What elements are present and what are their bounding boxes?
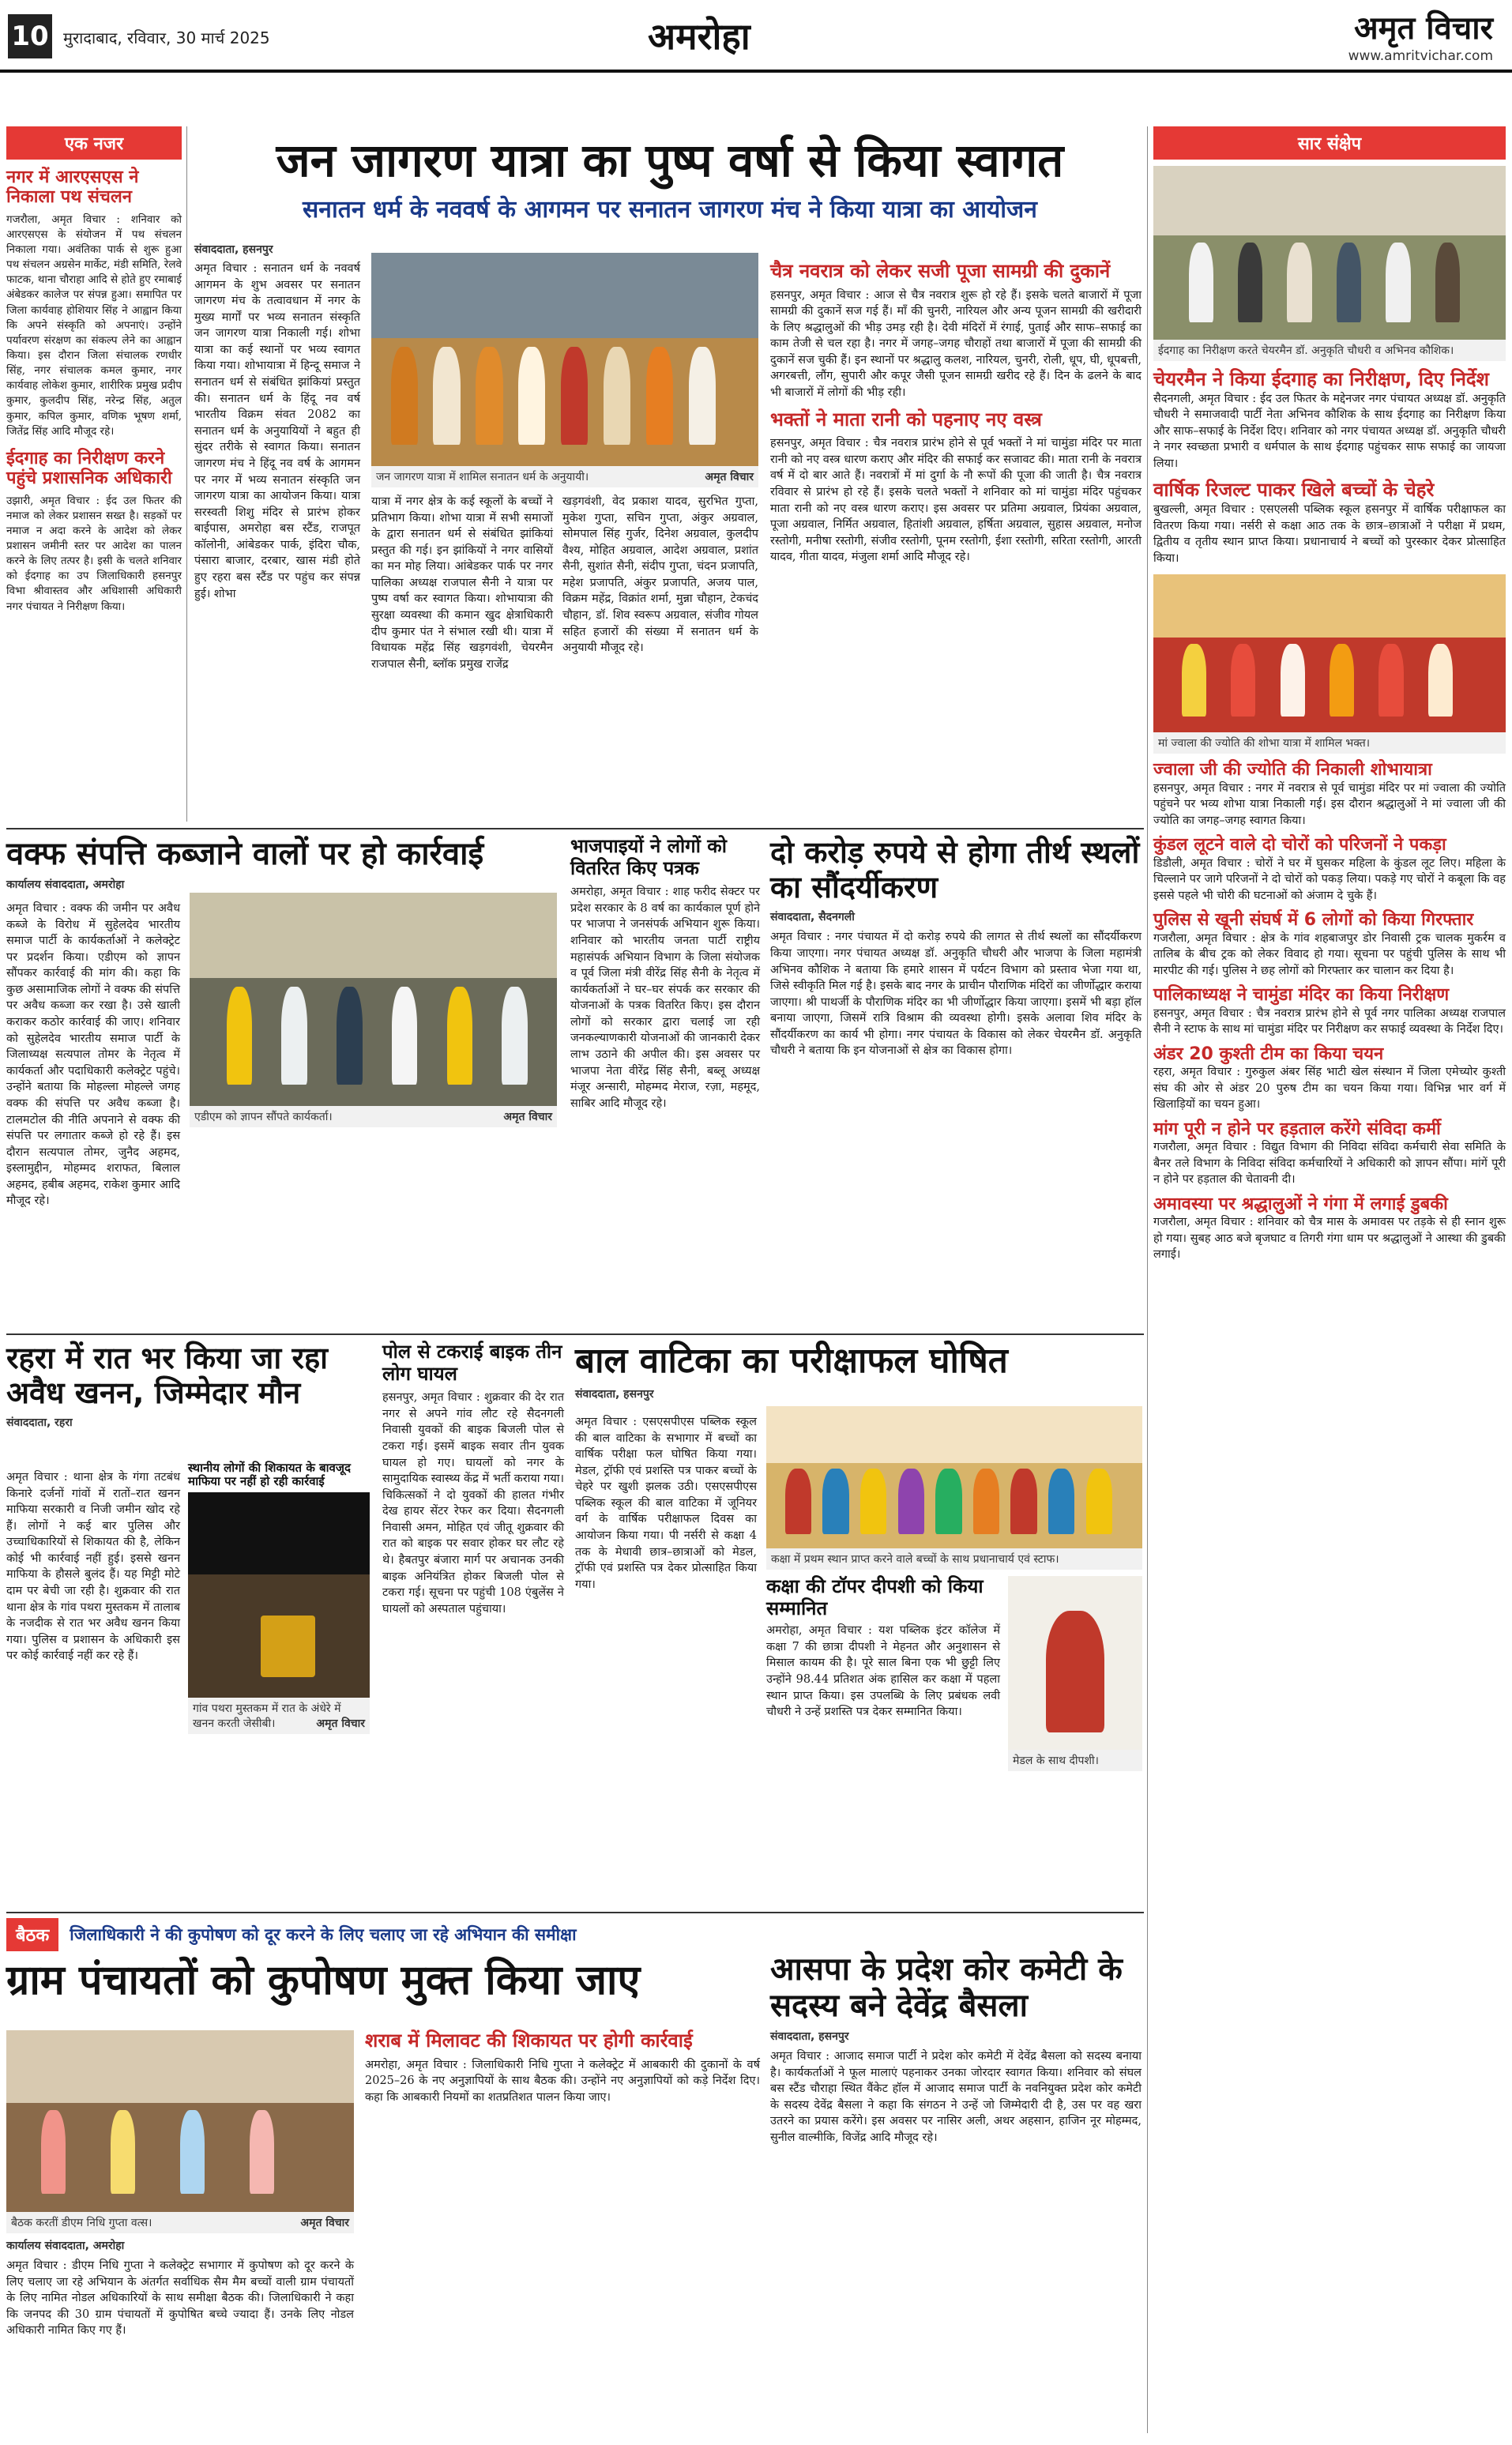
left-item1-title: नगर में आरएसएस ने निकाला पथ संचलन [6, 167, 139, 208]
right-column [1153, 126, 1506, 1263]
nutrition-byline: कार्यालय संवाददाता, अमरोहा [6, 2240, 125, 2252]
waqf-story [6, 836, 559, 897]
right-photo2 [1153, 574, 1506, 732]
brand-url[interactable]: www.amritvichar.com [1348, 48, 1493, 64]
tirth-body: अमृत विचार : नगर पंचायत में दो करोड़ रुपये की लागत से तीर्थ स्थलों का सौंदर्यीकरण किया जाएगा। नगर पंचायत अध्यक्ष डॉ. अनुकृति चौधरी और भाजपा के जिला महामंत्री अभिनव कौशिक ने बताया कि हमारे शासन में पर्यटन विभाग को प्रस्ताव भेजा गया था, जिसे स्वीकृति मिल गई है। इसके बाद नगर के प्राचीन पौराणिक मंदिरों का जीर्णोद्धार कराया जाएगा। श्री पाथर्जी के पौराणिक मंदिर का भी जीर्णोद्धार किया जाएगा। इसमें भी बड़ा हॉल बनाया जाएगा, जिसमें रात्रि विश्राम की व्यवस्था होगी। इसके अलावा शिव मंदिर के सौंदर्यीकरण का कार्य भी होगा। नगर पंचायत के विकास को लेकर चेयरमैन डॉ. अनुकृति चौधरी ने बताया कि इन योजनाओं से क्षेत्र का विकास होगा। [770, 931, 1142, 1058]
lead-col1 [194, 261, 360, 602]
left-item2-title: ईदगाह का निरीक्षण करने पहुंचे प्रशासनिक अधिकारी [6, 448, 172, 489]
nutrition-story [6, 1958, 765, 2005]
right-item6-body: हसनपुर, अमृत विचार : चैत्र नवरात्र प्रारंभ होने से पूर्व नगर पालिका अध्यक्ष राजपाल सैनी ने स्टाफ के साथ मां चामुंडा मंदिर पर निरीक्षण कर सफाई व्यवस्था के निर्देश दिए। [1153, 1006, 1506, 1036]
left-item2-body: उझारी, अमृत विचार : ईद उल फितर की नमाज को लेकर प्रशासन सख्त है। सड़कों पर नमाज न अदा करने के आदेश को लेकर प्रशासन जमीनी स्तर पर आदेश का पालन करने के लिए तत्पर है। इसी के चलते शनिवार को ईदगाह का उप जिलाधिकारी हसनपुर विभा श्रीवास्तव और अधिशासी अधिकारी नगर पंचायत ने निरीक्षण किया। [6, 494, 182, 613]
waqf-headline: वक्फ संपत्ति कब्जाने वालों पर हो कार्रवाई [6, 836, 484, 872]
right-item9-title: अमावस्या पर श्रद्धालुओं ने गंगा में लगाई डुबकी [1153, 1194, 1448, 1214]
column-divider [1147, 126, 1148, 2433]
asp-body: अमृत विचार : आजाद समाज पार्टी ने प्रदेश कोर कमेटी में देवेंद्र बैसला को सदस्य बनाया है। कार्यकर्ताओं ने फूल मालाएं पहनाकर उनका जोरदार स्वागत किया। शनिवार को संघल बस स्टैंड चौराहा स्थित वैंकेट हॉल में आजाद समाज पार्टी के नवनियुक्त प्रदेश कोर कमेटी के सदस्य देवेंद्र बैसला ने कहा कि संगठन ने उन्हें जो जिम्मेदारी दी है, उस पर वह खरा उतरने का प्रयास करेंगे। इस अवसर पर नासिर अली, अथर अहसान, हाजिन नूर मोहम्मद, सुनील वाल्मीकि, विजेंद्र आदि मौजूद रहे। [770, 2050, 1142, 2144]
accident-headline: पोल से टकराई बाइक तीन लोग घायल [382, 1341, 562, 1385]
result-body: अमृत विचार : एसएसपीएस पब्लिक स्कूल की बाल वाटिका के सभागार में बच्चों का वार्षिक परीक्षा फल घोषित किया गया। मेडल, ट्रॉफी एवं प्रशस्ति पत्र पाकर बच्चों के चेहरे पर खुशी झलक उठी। एसएसपीएस पब्लिक स्कूल की बाल वाटिका में जूनियर वर्ग के वार्षिक परीक्षाफल दिवस का आयोजन किया गया। पी नर्सरी से कक्षा 4 तक के मेधावी छात्र–छात्राओं को मेडल, ट्रॉफी एवं प्रशस्ति पत्र देकर प्रोत्साहित किया गया। [575, 1416, 757, 1591]
rahra-byline: संवाददाता, रहरा [6, 1416, 73, 1430]
nutrition-photo-caption: बैठक करतीं डीएम निधि गुप्ता वत्स। अमृत विचार [6, 2212, 354, 2233]
rahra-col1 [6, 1469, 180, 1664]
lead-subheadline: सनातन धर्म के नववर्ष के आगमन पर सनातन जागरण मंच ने किया यात्रा का आयोजन [303, 195, 1037, 224]
waqf-body: अमृत विचार : वक्फ की जमीन पर अवैध कब्जे के विरोध में सुहेलदेव भारतीय समाज पार्टी के कार्यकर्ताओं ने कलेक्ट्रेट पर प्रदर्शन किया। एडीएम को ज्ञापन सौंपकर कार्रवाई की मांग की। कहा कि कुछ असामाजिक लोगों ने वक्फ की संपत्ति पर अवैध कब्जा कर रखा है। उसे खाली कराकर कठोर कार्रवाई की जाए। शनिवार को सुहेलदेव भारतीय समाज पार्टी के जिलाध्यक्ष सत्यपाल तोमर के नेतृत्व में कार्यकर्ता और पदाधिकारी कलेक्ट्रेट पहुंचे। उन्होंने बताया कि मोहल्ला मोहल्ले जगह वक्फ की संपत्ति पर अवैध कब्जा है। टालमटोल की नीति अपनाने से वक्फ की संपत्ति पर लगातार कब्जे हो रहे हैं। इस दौरान सत्यपाल तोमर, जुनैद अहमद, इस्लामुद्दीन, मोहम्मद शराफत, बिलाल अहमद, हबीब अहमद, राकेश कुमार आदि मौजूद रहे। [6, 902, 180, 1208]
right-item1-body: सैदनगली, अमृत विचार : ईद उल फितर के मद्देनजर नगर पंचायत अध्यक्ष डॉ. अनुकृति चौधरी ने समाजवादी पार्टी नेता अभिनव कौशिक के साथ ईदगाह का निरीक्षण किया और साफ–सफाई के निर्देश दिए। शनिवार को नगर पंचायत अध्यक्ष डॉ. अनुकृति चौधरी ने नगर स्वच्छता प्रभारी व धर्मपाल के साथ ईदगाह पहुंचकर साफ सफाई का जायजा लिया। [1153, 392, 1506, 470]
rahra-kicker: स्थानीय लोगों की शिकायत के बावजूद माफिया पर नहीं हो रही कार्रवाई [188, 1461, 351, 1489]
lead-col3-text: खड़गवंशी, वेद प्रकाश यादव, सुरभित गुप्ता, मुकेश गुप्ता, सचिन गुप्ता, अंकुर अग्रवाल, सोमपाल सिंह गुर्जर, दिनेश अग्रवाल, कुलदीप वैश्य, मोहित अग्रवाल, आदेश अग्रवाल, प्रशांत सैनी, सुशांत सैनी, संदीप गुप्ता, चंदन प्रजापति, महेश प्रजापति, अंकुर प्रजापति, अजय पाल, विक्रम महेंद्र, विक्रांत शर्मा, मुन्ना चौहान, टेकचंद चौहान, डॉ. शिव स्वरूप अग्रवाल, संजीव गोयल सहित हजारों की संख्या में सनातन धर्म के अनुयायी मौजूद रहे। [562, 495, 758, 655]
right-item9-body: गजरौला, अमृत विचार : शनिवार को चैत्र मास के अमावस पर तड़के से ही स्नान शुरू हो गया। सुबह आठ बजे बृजघाट व तिगरी गंगा धाम पर श्रद्धालुओं ने आस्था की डुबकी लगाई। [1153, 1216, 1506, 1262]
right-item7-title: अंडर 20 कुश्ती टीम का किया चयन [1153, 1044, 1384, 1064]
waqf-photo-caption: एडीएम को ज्ञापन सौंपते कार्यकर्ता। अमृत विचार [190, 1106, 557, 1127]
bjp-story [570, 836, 760, 1112]
right-item4-title: कुंडल लूटने वाले दो चोरों को परिजनों ने पकड़ा [1153, 835, 1446, 856]
nutrition-body: अमृत विचार : डीएम निधि गुप्ता ने कलेक्ट्रेट सभागार में कुपोषण को दूर करने के लिए चलाए जा रहे अभियान के अंतर्गत सर्वाधिक सैम मैम बच्चों वाली ग्राम पंचायतों के लिए नामित नोडल अधिकारियों के साथ समीक्षा बैठक की। जिलाधिकारी ने कहा कि जनपद की 30 ग्राम पंचायतों में कुपोषित बच्चे ज्यादा हैं। उनके लिए नोडल अधिकारी नामित किए गए हैं। [6, 2259, 354, 2338]
brand-logo: अमृत विचार [1354, 10, 1493, 47]
rahra-photo-caption: गांव पथरा मुस्तकम में रात के अंधेरे में खनन करती जेसीबी। अमृत विचार [188, 1698, 370, 1734]
lead-col2 [371, 494, 553, 672]
right-item8-title: मांग पूरी न होने पर हड़ताल करेंगे संविदा कर्मी [1153, 1119, 1441, 1139]
right-photo1-caption: ईदगाह का निरीक्षण करते चेयरमैन डॉ. अनुकृति चौधरी व अभिनव कौशिक। [1153, 340, 1506, 361]
left-column [6, 126, 182, 822]
result-byline: संवाददाता, हसनपुर [575, 1387, 654, 1401]
tirth-byline: संवाददाता, सैदनगली [770, 911, 855, 924]
liquor-headline: शराब में मिलावट की शिकायत पर होगी कार्रवाई [365, 2029, 693, 2052]
saar-sankshep-tag: सार संक्षेप [1153, 126, 1506, 160]
rahra-photo [188, 1492, 370, 1698]
right-item3-title: ज्वाला जी की ज्योति की निकाली शोभायात्रा [1153, 760, 1432, 781]
band-rule [6, 828, 1144, 829]
dateline: मुरादाबाद, रविवार, 30 मार्च 2025 [63, 28, 270, 47]
nutrition-kicker-bar [6, 1918, 765, 1951]
navratri-story [770, 261, 1142, 566]
navratri-body: हसनपुर, अमृत विचार : आज से चैत्र नवरात्र शुरू हो रहे हैं। इसके चलते बाजारों में पूजा सामग्री की दुकानें सज गई हैं। माँ की चुनरी, नारियल और अन्य पूजन सामग्री की खरीदारी के लिए श्रद्धालुओं की भीड़ उमड़ रही है। देवी मंदिरों में रंगाई, पुताई और साफ–सफाई का काम तेजी से चल रहा है। नगर में जगह–जगह चौराहों तथा बाजारों में पूजा की सामग्री की दुकानें सज चुकी हैं। इन स्थानों पर श्रद्धालु कलश, नारियल, चुनरी, रोली, धूप, घी, धूपबत्ती, अगरबत्ती, लौंग, सुपारी और कपूर जैसी पूजन सामग्री खरीद रहे हैं। दिन के ढलने के बाद भी बाजारों में लोगों की भीड़ रही। [770, 288, 1142, 400]
result-story [575, 1341, 1142, 1406]
lead-byline: संवाददाता, हसनपुर [194, 243, 273, 256]
right-item4-body: डिडौली, अमृत विचार : चोरों ने घर में घुसकर महिला के कुंडल लूट लिए। महिला के चिल्लाने पर जागे परिजनों ने दो चोरों को पकड़ लिया। पकड़े गए चोरों ने कबूला कि वह इससे पहले भी चोरी की घटनाओं को अंजाम दे चुके हैं। [1153, 856, 1506, 902]
lead-col2-text: यात्रा में नगर क्षेत्र के कई स्कूलों के बच्चों ने प्रतिभाग किया। शोभा यात्रा में सभी समाजों के द्वारा सनातन धर्म से संबंधित झांकियां प्रस्तुत की गई। इन झांकियों ने नगर वासियों का मन मोह लिया। आंबेडकर पार्क पर नगर पालिका अध्यक्ष राजपाल सैनी ने यात्रा पर पुष्प वर्षा कर स्वागत किया। शोभायात्रा की सुरक्षा व्यवस्था की कमान खुद क्षेत्राधिकारी दीप कुमार पंत ने संभाल रखी थी। यात्रा में विधायक महेंद्र सिंह खड़गवंशी, चेयरमैन राजपाल सैनी, ब्लॉक प्रमुख राजेंद्र [371, 495, 553, 671]
asp-story [770, 1951, 1142, 2146]
band-rule [6, 1912, 1144, 1913]
lead-photo-credit: अमृत विचार [705, 471, 754, 483]
rahra-body: अमृत विचार : थाना क्षेत्र के गंगा तटबंध किनारे दर्जनों गांवों में रातों–रात खनन माफिया सरकारी व निजी जमीन खोद रहे हैं। लोगों ने कई बार पुलिस और उच्चाधिकारियों से शिकायत की है, लेकिन कोई भी कार्रवाई नहीं हुई। इससे खनन माफिया के हौसले बुलंद हैं। यह मिट्टी मोटे दाम पर बेची जा रही है। शुक्रवार की रात थाना क्षेत्र के गांव पथरा मुस्तकम में तालाब के नजदीक से रात भर अवैध खनन किया गया। पुलिस व प्रशासन के अधिकारी इस पर कोई कार्रवाई नहीं कर रहे हैं। [6, 1471, 180, 1663]
nutrition-kicker: जिलाधिकारी ने की कुपोषण को दूर करने के लिए चलाए जा रहे अभियान की समीक्षा [70, 1924, 577, 1944]
right-item6-title: पालिकाध्यक्ष ने चामुंडा मंदिर का किया निरीक्षण [1153, 985, 1450, 1006]
rahra-photo-block [188, 1461, 370, 1734]
lead-photo-block [371, 253, 758, 487]
result-photo-block [766, 1406, 1142, 1771]
ek-nazar-tag: एक नजर [6, 126, 182, 160]
right-item5-body: गजरौला, अमृत विचार : क्षेत्र के गांव शहबाजपुर डोर निवासी ट्रक चालक मुकर्रम व तालिब के बीच ट्रक को लेकर विवाद हो गया। सूचना पर पहुंची पुलिस के साथ भी मारपीट की गई। पुलिस ने छह लोगों को गिरफ्तार कर चालान कर दिया है। [1153, 931, 1506, 977]
rahra-headline: रहरा में रात भर किया जा रहा अवैध खनन, जिम्मेदार मौन [6, 1341, 329, 1410]
result-photo [766, 1406, 1142, 1548]
waqf-photo-block [190, 893, 557, 1127]
asp-headline: आसपा के प्रदेश कोर कमेटी के सदस्य बने देवेंद्र बैसला [770, 1951, 1123, 2024]
lead-photo [371, 253, 758, 466]
right-item2-body: बुखल्ली, अमृत विचार : एसएलसी पब्लिक स्कूल हसनपुर में वार्षिक परीक्षाफल का वितरण किया गया। नर्सरी से कक्षा आठ तक के छात्र–छात्राओं ने परीक्षा में प्रथम, द्वितीय व तृतीय स्थान प्राप्त किया। प्रधानाचार्य ने बच्चों को पुरस्कार देकर प्रोत्साहित किया। [1153, 503, 1506, 565]
masthead [0, 0, 1512, 73]
right-item7-body: रहरा, अमृत विचार : गुरुकुल अंबर सिंह भाटी खेल संस्थान में जिला एमेच्योर कुश्ती संघ की ओर से अंडर 20 पुरुष टीम का चयन किया गया। विभिन्न भार वर्ग में खिलाड़ियों का चयन हुआ। [1153, 1066, 1506, 1112]
result-headline: बाल वाटिका का परीक्षाफल घोषित [575, 1341, 1008, 1381]
right-item5-title: पुलिस से खूनी संघर्ष में 6 लोगों को किया गिरफ्तार [1153, 910, 1474, 931]
right-photo2-caption: मां ज्वाला की ज्योति की शोभा यात्रा में शामिल भक्त। [1153, 732, 1506, 754]
accident-story [382, 1341, 564, 1617]
lead-headline: जन जागरण यात्रा का पुष्प वर्षा से किया स्वागत [276, 134, 1064, 187]
tirth-story [770, 836, 1142, 1059]
waqf-col1 [6, 901, 180, 1209]
waqf-byline: कार्यालय संवाददाता, अमरोहा [6, 878, 125, 891]
nutrition-headline: ग्राम पंचायतों को कुपोषण मुक्त किया जाए [6, 1957, 641, 2004]
navratri-headline: चैत्र नवरात्र को लेकर सजी पूजा सामग्री की दुकानें [770, 260, 1111, 282]
waqf-photo-credit: अमृत विचार [503, 1111, 552, 1123]
page-number: 10 [8, 14, 52, 58]
bjp-body: अमरोहा, अमृत विचार : शाह फरीद सेक्टर पर प्रदेश सरकार के 8 वर्ष का कार्यकाल पूर्ण होने पर भाजपा ने जनसंपर्क अभियान शुरू किया। शनिवार को भारतीय जनता पार्टी राष्ट्रीय महासंपर्क अभियान विभाग के जिला संयोजक व पूर्व जिला मंत्री वीरेंद्र सिंह सैनी के नेतृत्व में कार्यकर्ताओं ने घर–घर संपर्क कर सरकार की योजनाओं के पत्रक वितरित किए। इस दौरान लोगों को सरकार द्वारा चलाई जा रही जनकल्याणकारी योजनाओं की जानकारी देकर लाभ उठाने की अपील की। इस अवसर पर भाजपा नेता वीरेंद्र सिंह सैनी, बब्लू अध्यक्ष मंजूर अन्सारी, मोहम्मद मेराज, रज़ा, महमूद, साबिर आदि मौजूद रहे। [570, 886, 760, 1110]
devotees-body: हसनपुर, अमृत विचार : चैत्र नवरात्र प्रारंभ होने से पूर्व भक्तों ने मां चामुंडा मंदिर पर माता रानी को नए वस्त्र धारण कराए और मंदिर की सफाई कर सजावट की। माता रानी के नवरात्र वर्ष में दो बार आते हैं। नवरात्रों में मां दुर्गा के नौ रूपों की पूजा की जाती है। चैत्र नवरात्र रविवार से प्रारंभ हो रहे हैं। इसके चलते भक्तों ने शनिवार को मां चामुंडा मंदिर पहुंचकर माता रानी को नए वस्त्र धारण कराए। इस अवसर पर प्रतिमा अग्रवाल, प्रियंका अग्रवाल, पूजा अग्रवाल, निर्मित अग्रवाल, हितांशी अग्रवाल, हर्षिता अग्रवाल, सुहास अग्रवाल, मनोज रस्तोगी, मनीषा रस्तोगी, संजीव रस्तोगी, पूनम रस्तोगी, ईशा रस्तोगी, सरिता रस्तोगी, आरती यादव, गीता यादव, मंजुला शर्मा आदि मौजूद रहे। [770, 437, 1142, 564]
brand [1348, 5, 1493, 64]
band-rule [6, 1333, 1144, 1335]
lead-story [194, 134, 1145, 224]
right-item8-body: गजरौला, अमृत विचार : विद्युत विभाग की निविदा संविदा कर्मचारी सेवा समिति के बैनर तले विभाग के निविदा संविदा कर्मचारियों ने अधिकारी को ज्ञापन सौंपा। मांगें पूरी न होने पर हड़ताल की चेतावनी दी। [1153, 1141, 1506, 1187]
left-item1-body: गजरौला, अमृत विचार : शनिवार को आरएसएस के संयोजन में पथ संचलन निकाला गया। अवंतिका पार्क से शुरू हुआ पथ संचलन अग्रसेन मार्केट, मंडी समिति, रेलवे फाटक, थाना चौराहा आदि से होते हुए रमाबाई अंबेडकर कालेज पर संपन्न हुआ। समापित पर जिला कार्यवाह होशियार सिंह ने आह्वान किया कि अपने संस्कृति को अपनाएं। उन्होंने पर्यावरण संरक्षण का संकल्प लेने का आह्वान किया। इस दौरान जिला संचालक रणधीर सिंह, नगर संचालक कमल कुमार, नगर कार्यवाह लोकेश कुमार, शारीरिक प्रमुख प्रदीप कुमार, कुलदीप सिंह, नरेन्द्र सिंह, अतुल कुमार, कपिल कुमार, वणिक भूषण शर्मा, जितेंद्र सिंह आदि मौजूद रहे। [6, 213, 182, 438]
rahra-story [6, 1341, 370, 1435]
section-title: अमरोहा [648, 15, 750, 58]
lead-photo-caption: जन जागरण यात्रा में शामिल सनातन धर्म के अनुयायी। अमृत विचार [371, 466, 758, 487]
topper-headline: कक्षा की टॉपर दीपशी को किया सम्मानित [766, 1575, 984, 1619]
topper-body: अमरोहा, अमृत विचार : यश पब्लिक इंटर कॉलेज में कक्षा 7 की छात्रा दीपशी ने मेहनत और अनुशासन से मिसाल कायम की है। पूरे साल बिना एक भी छुट्टी लिए उन्होंने 98.44 प्रतिशत अंक हासिल कर कक्षा में पहला स्थान प्राप्त किया। इस उपलब्धि के लिए प्रबंधक लवी चौधरी ने उन्हें प्रशस्ति पत्र देकर सम्मानित किया। [766, 1624, 1000, 1719]
liquor-body: अमरोहा, अमृत विचार : जिलाधिकारी निधि गुप्ता ने कलेक्ट्रेट में आबकारी की दुकानों के वर्ष 2025–26 के नए अनुज्ञापियों के साथ बैठक की। उन्होंने नए अनुज्ञापियों को कड़े निर्देश दिए। कहा कि आबकारी नियमों का शतप्रतिशत पालन किया जाए। [365, 2058, 760, 2104]
nutrition-photo-block [6, 2030, 354, 2339]
right-item3-body: हसनपुर, अमृत विचार : नगर में नवरात्र से पूर्व चामुंडा मंदिर पर मां ज्वाला की ज्योति पहुंचने पर भव्य शोभा यात्रा निकाली गई। इस दौरान श्रद्धालुओं ने मां ज्वाला जी की ज्योति का जगह–जगह स्वागत किया। [1153, 781, 1506, 827]
topper-photo-caption: मेडल के साथ दीपशी। [1008, 1750, 1142, 1771]
waqf-photo [190, 893, 557, 1106]
accident-body: हसनपुर, अमृत विचार : शुक्रवार की देर रात नगर से अपने गांव लौट रहे सैदनगली निवासी युवकों की बाइक बिजली पोल से टकरा गई। इसमें बाइक सवार तीन युवक घायल हो गए। घायलों को नगर के सामुदायिक स्वास्थ्य केंद्र में भर्ती कराया गया। चिकित्सकों ने दो युवकों की हालत गंभीर देख हायर सेंटर रेफर कर दिया। सैदनगली निवासी अमन, मोहित एवं जीतू शुक्रवार की रात को बाइक पर सवार होकर घर लौट रहे थे। हैबतपुर बंजारा मार्ग पर अचानक उनकी बाइक अनियंत्रित होकर बिजली पोल से टकरा गई। सूचना पर पहुंची 108 एंबुलेंस ने घायलों को अस्पताल पहुंचाया। [382, 1391, 564, 1616]
liquor-story [365, 2030, 760, 2105]
topper-text [766, 1576, 1000, 1771]
result-photo-caption: कक्षा में प्रथम स्थान प्राप्त करने वाले बच्चों के साथ प्रधानाचार्य एवं स्टाफ। [766, 1548, 1142, 1570]
lead-col1-text: अमृत विचार : सनातन धर्म के नववर्ष आगमन के शुभ अवसर पर सनातन जागरण मंच के तत्वावधान में नगर के मुख्य मार्गों पर भव्य सनातन संस्कृति जन जागरण यात्रा निकाली गई। शोभा यात्रा का कई स्थानों पर भव्य स्वागत किया गया। शोभायात्रा में हिन्दू समाज ने सनातन धर्म से संबंधित झांकियां प्रस्तुत की। सनातन धर्म के हिंदू नव वर्ष भारतीय विक्रम संवत 2082 का सनातन धर्म के अनुयायियों ने बहुत ही सुंदर तरीके से स्वागत किया। सनातन जागरण मंच ने हिंदू नव वर्ष के आगमन पर नगर में भव्य सनातन संस्कृति जन जागरण यात्रा का आयोजन किया। यात्रा सरस्वती शिशु मंदिर से प्रारंभ होकर बाईपास, अमरोहा बस स्टैंड, राजपूत कॉलोनी, आंबेडकर पार्क, इंदिरा चौक, पंसारा बाजार, दरबार, खास मंडी होते हुए रहरा बस स्टैंड पर पहुंच कर संपन्न हुई। शोभा [194, 262, 360, 600]
nutrition-photo-credit: अमृत विचार [300, 2217, 349, 2229]
rahra-photo-credit: अमृत विचार [316, 1717, 365, 1730]
right-item2-title: वार्षिक रिजल्ट पाकर खिले बच्चों के चेहरे [1153, 479, 1435, 502]
bjp-headline: भाजपाइयों ने लोगों को वितरित किए पत्रक [570, 835, 727, 879]
column-divider [186, 126, 187, 822]
lead-col3 [562, 494, 758, 656]
devotees-headline: भक्तों ने माता रानी को पहनाए नए वस्त्र [770, 408, 1042, 431]
right-photo1 [1153, 166, 1506, 340]
topper-photo-block [1008, 1576, 1142, 1771]
asp-byline: संवाददाता, हसनपुर [770, 2030, 849, 2043]
tirth-headline: दो करोड़ रुपये से होगा तीर्थ स्थलों का सौंदर्यीकरण [770, 835, 1140, 905]
nutrition-photo [6, 2030, 354, 2212]
result-col1 [575, 1414, 757, 1593]
topper-photo [1008, 1576, 1142, 1750]
baithak-tag: बैठक [6, 1918, 58, 1951]
topper-story [766, 1576, 1142, 1771]
right-item1-title: चेयरमैन ने किया ईदगाह का निरीक्षण, दिए निर्देश [1153, 368, 1489, 390]
